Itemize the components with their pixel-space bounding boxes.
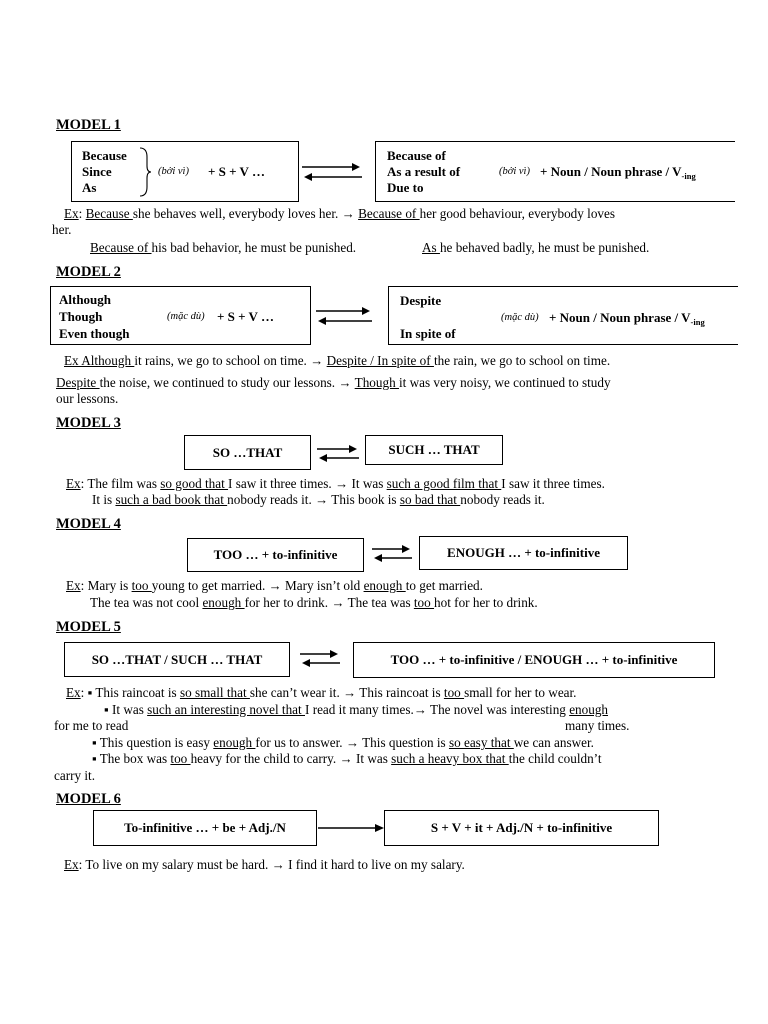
preposition: As a result of: [387, 164, 461, 179]
model-2-left-box: [50, 286, 311, 345]
model-6-left-box: To-infinitive … + be + Adj./N: [93, 810, 317, 846]
model-1-example-3: As he behaved badly, he must be punished.: [422, 240, 650, 255]
model-3-right-box: SUCH … THAT: [365, 435, 503, 465]
model-2-example-2: Despite the noise, we continued to study our lessons. → Though it was very noisy, we continued to study: [56, 375, 611, 390]
model-1-heading: MODEL 1: [56, 117, 121, 133]
model-3-example-1: Ex: The film was so good that I saw it three times. → It was such a good film that I saw it three times.: [66, 476, 605, 491]
meaning-note: (mặc dù): [167, 311, 205, 322]
model-2-example-2-cont: our lessons.: [56, 391, 119, 406]
model-3-heading: MODEL 3: [56, 415, 121, 431]
formula: + Noun / Noun phrase / $V_{-ing}$: [540, 164, 696, 181]
formula: + S + V …: [208, 164, 265, 179]
model-5-heading: MODEL 5: [56, 619, 121, 635]
conjunction: Because: [82, 148, 127, 163]
conjunction: Since: [82, 164, 112, 179]
bidirectional-arrow-icon: [317, 443, 359, 465]
bidirectional-arrow-icon: [372, 543, 412, 565]
formula: + S + V …: [217, 309, 274, 324]
model-4-right-box: ENOUGH … + to-infinitive: [419, 536, 628, 570]
model-5-example-2: ▪ It was such an interesting novel that I read it many times.→ The novel was interesting enough: [104, 702, 609, 717]
bidirectional-arrow-icon: [302, 160, 362, 184]
model-2-right-box: [388, 286, 738, 345]
model-2-example-1: Ex Although it rains, we go to school on time. → Despite / In spite of the rain, we go to school on time.: [64, 353, 611, 368]
model-6-heading: MODEL 6: [56, 791, 121, 807]
model-5-example-4-cont: carry it.: [54, 768, 96, 783]
model-1-example-2: Because of his bad behavior, he must be punished.: [90, 240, 357, 255]
bidirectional-arrow-icon: [316, 304, 372, 328]
model-5-right-box: TOO … + to-infinitive / ENOUGH … + to-infinitive: [353, 642, 715, 678]
model-4-left-box: TOO … + to-infinitive: [187, 538, 364, 572]
model-6-right-box: S + V + it + Adj./N + to-infinitive: [384, 810, 659, 846]
preposition: Despite: [400, 293, 442, 308]
bidirectional-arrow-icon: [300, 648, 340, 670]
model-4-heading: MODEL 4: [56, 516, 121, 532]
model-1-example-1: Ex: Because she behaves well, everybody loves her. → Because of her good behaviour, everybody loves: [64, 206, 616, 221]
arrow-right-icon: [318, 822, 384, 834]
preposition: Because of: [387, 148, 446, 163]
model-1-left-box: [71, 141, 299, 202]
conjunction: Even though: [59, 326, 130, 341]
model-1-example-1-cont: her.: [52, 222, 72, 237]
preposition: In spite of: [400, 326, 456, 341]
model-1-right-box: [375, 141, 735, 202]
preposition: Due to: [387, 180, 424, 195]
model-5-example-4: ▪ The box was too heavy for the child to carry. → It was such a heavy box that the child couldn’t: [92, 751, 602, 766]
model-5-left-box: SO …THAT / SUCH … THAT: [64, 642, 290, 677]
meaning-note: (bởi vì): [499, 166, 530, 177]
conjunction: As: [82, 180, 97, 195]
model-4-example-1: Ex: Mary is too young to get married. → Mary isn’t old enough to get married.: [66, 578, 483, 593]
model-2-heading: MODEL 2: [56, 264, 121, 280]
model-5-example-2-end: many times.: [565, 718, 630, 733]
model-5-example-2-cont: for me to read: [54, 718, 129, 733]
meaning-note: (mặc dù): [501, 312, 539, 323]
meaning-note: (bởi vì): [158, 166, 189, 177]
model-6-example-1: Ex: To live on my salary must be hard. → I find it hard to live on my salary.: [64, 857, 465, 872]
formula: + Noun / Noun phrase / $V_{-ing}$: [549, 310, 705, 327]
brace-icon: [138, 147, 152, 197]
conjunction: Though: [59, 309, 103, 324]
model-3-example-2: It is such a bad book that nobody reads it. → This book is so bad that nobody reads it.: [92, 492, 545, 507]
model-3-left-box: SO …THAT: [184, 435, 311, 470]
model-4-example-2: The tea was not cool enough for her to drink. → The tea was too hot for her to drink.: [90, 595, 538, 610]
model-5-example-1: Ex: ▪ This raincoat is so small that she can’t wear it. → This raincoat is too small for her to wear.: [66, 685, 577, 700]
model-5-example-3: ▪ This question is easy enough for us to answer. → This question is so easy that we can answer.: [92, 735, 594, 750]
conjunction: Although: [59, 292, 112, 307]
